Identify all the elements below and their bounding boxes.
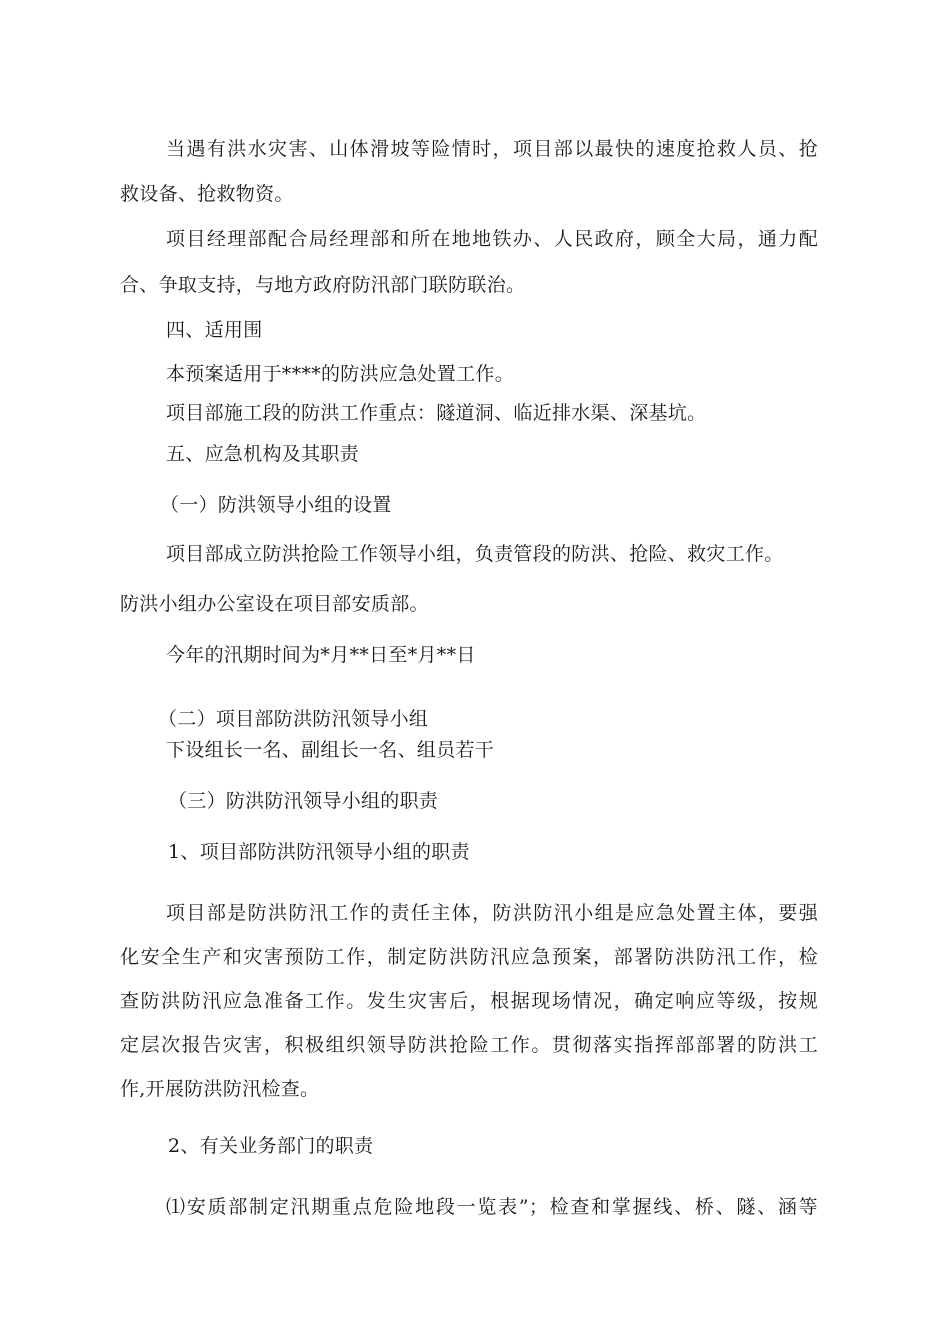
- body-line: 今年的汛期时间为*月**日至*月**日: [166, 644, 476, 666]
- body-line: ⑴安质部制定汛期重点危险地段一览表”；检查和掌握线、桥、隧、涵等: [166, 1196, 818, 1218]
- body-line: 防洪小组办公室设在项目部安质部。: [120, 593, 429, 615]
- section-heading: 五、应急机构及其职责: [166, 443, 360, 465]
- body-line: 救设备、抢救物资。: [120, 183, 294, 205]
- body-line: 项目部成立防洪抢险工作领导小组，负责管段的防洪、抢险、救灾工作。: [166, 543, 784, 565]
- subsection-heading: （二）项目部防洪防汛领导小组: [158, 708, 429, 730]
- body-line: 当遇有洪水灾害、山体滑坡等险情时，项目部以最快的速度抢救人员、抢: [166, 138, 818, 160]
- body-line: 定层次报告灾害，积极组织领导防洪抢险工作。贯彻落实指挥部部署的防洪工: [120, 1034, 818, 1056]
- numbered-heading: 2、有关业务部门的职责: [168, 1135, 374, 1157]
- body-line: 项目部是防洪防汛工作的责任主体，防洪防汛小组是应急处置主体，要强: [166, 902, 818, 924]
- body-line: 下设组长一名、副组长一名、组员若干: [166, 739, 495, 761]
- body-line: 本预案适用于****的防洪应急处置工作。: [166, 363, 515, 385]
- body-line: 查防洪防汛应急准备工作。发生灾害后，根据现场情况，确定响应等级，按规: [120, 990, 818, 1012]
- numbered-heading: 1、项目部防洪防汛领导小组的职责: [168, 841, 470, 863]
- body-line: 合、争取支持，与地方政府防汛部门联防联治。: [120, 274, 526, 296]
- body-line: 作,开展防洪防汛检查。: [120, 1078, 320, 1100]
- subsection-heading: （三）防洪防汛领导小组的职责: [168, 790, 439, 812]
- section-heading: 四、适用围: [166, 319, 263, 341]
- body-line: 项目经理部配合局经理部和所在地地铁办、人民政府，顾全大局，通力配: [166, 228, 818, 250]
- body-line: 项目部施工段的防洪工作重点：隧道洞、临近排水渠、深基坑。: [166, 402, 707, 424]
- subsection-heading: （一）防洪领导小组的设置: [160, 494, 392, 516]
- body-line: 化安全生产和灾害预防工作，制定防洪防汛应急预案，部署防洪防汛工作，检: [120, 946, 818, 968]
